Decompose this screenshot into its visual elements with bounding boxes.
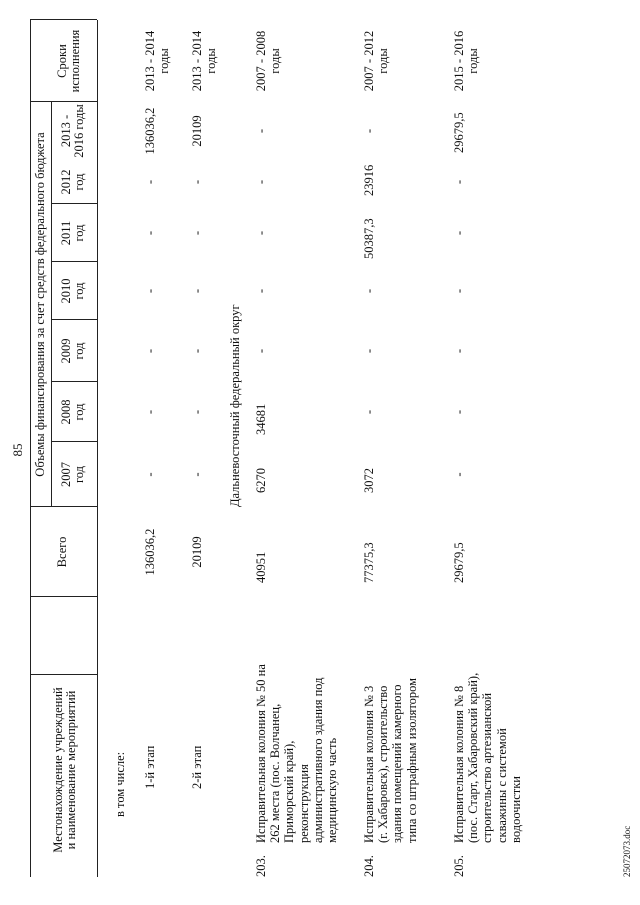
row-stage1-v2007: - <box>143 472 157 477</box>
row-203-v2009: - <box>254 348 268 354</box>
header-year-2012: 2012 год <box>59 169 86 195</box>
row-stage1-deadline: 2013 - 2014 годы <box>143 30 171 92</box>
header-year-2011: 2011 год <box>59 220 86 246</box>
row-204-v2008: - <box>362 409 376 415</box>
row-205-v2008: - <box>452 409 466 415</box>
row-stage1-v2010: - <box>143 288 157 294</box>
funding-subheader-border <box>51 102 52 507</box>
row-stage2-desc: 2-й этап <box>190 745 204 789</box>
row-stage2-v2010: - <box>190 288 204 294</box>
row-205-v2013: 29679,5 <box>452 112 466 153</box>
page-number: 85 <box>10 443 25 457</box>
header-bottom-border <box>97 20 98 877</box>
row-204-index: 204. <box>362 855 376 877</box>
row-204-v2007: 3072 <box>362 468 376 493</box>
row-203-v2008: 34681 <box>254 403 268 435</box>
row-205-index: 205. <box>452 855 466 877</box>
row-204-v2012: 23916 <box>362 164 376 196</box>
row-203-v2007: 6270 <box>254 468 268 493</box>
row-204-deadline: 2007 - 2012 годы <box>362 30 390 92</box>
row-204-v2013: - <box>362 128 376 134</box>
row-205-deadline: 2015 - 2016 годы <box>452 30 480 92</box>
row-203-v2011: - <box>254 230 268 236</box>
row-stage1-desc: 1-й этап <box>143 745 157 789</box>
row-stage2-v2008: - <box>190 409 204 415</box>
sub-note: в том числе: <box>113 751 127 817</box>
row-stage2-v2012: - <box>190 179 204 185</box>
row-stage1-v2008: - <box>143 409 157 415</box>
row-stage1-total: 136036,2 <box>143 528 157 576</box>
header-year-2010: 2010 год <box>59 278 86 304</box>
row-204-v2010: - <box>362 288 376 294</box>
row-203-deadline: 2007 - 2008 годы <box>254 30 282 92</box>
row-203-v2010: - <box>254 288 268 294</box>
row-203-total: 40951 <box>254 551 268 583</box>
section-title: Дальневосточный федеральный округ <box>228 304 242 507</box>
row-stage2-v2011: - <box>190 230 204 236</box>
row-203-desc: Исправительная колония № 50 на 262 места (пос. Волчанец, Приморский край), реконструкция административного здания под медицинскую часть <box>254 664 340 843</box>
row-stage2-total: 20109 <box>190 536 204 568</box>
row-stage1-v2013: 136036,2 <box>143 107 157 155</box>
row-204-v2009: - <box>362 348 376 354</box>
row-203-index: 203. <box>254 855 268 877</box>
footer-filename: 25072073.doc <box>622 825 632 877</box>
row-203-v2013: - <box>254 128 268 134</box>
row-204-total: 77375,3 <box>362 542 376 583</box>
row-stage1-v2012: - <box>143 179 157 185</box>
row-203-v2012: - <box>254 179 268 185</box>
row-204-v2011: 50387,3 <box>362 218 376 259</box>
row-stage2-deadline: 2013 - 2014 годы <box>190 30 218 92</box>
row-205-desc: Исправительная колония № 8 (пос. Старт, Хабаровский край), строительство артезианской скважины с системой водоочистки <box>452 672 523 843</box>
row-stage1-v2009: - <box>143 348 157 354</box>
table-top-border <box>30 20 31 877</box>
header-funding-group: Объемы финансирования за счет средств федерального бюджета <box>33 132 47 477</box>
row-stage2-v2007: - <box>190 472 204 477</box>
header-year-2013-2016: 2013 - 2016 годы <box>59 104 86 158</box>
row-204-desc: Исправительная колония № 3 (г. Хабаровск), строительство здания помещений камерного типа со штрафным изолятором <box>362 677 419 843</box>
row-205-v2007: - <box>452 472 466 477</box>
header-year-2008: 2008 год <box>59 399 86 425</box>
header-location: Местонахождение учреждений и наименование мероприятий <box>51 687 78 853</box>
row-205-v2010: - <box>452 288 466 294</box>
header-total: Всего <box>55 536 69 568</box>
row-stage2-v2013: 20109 <box>190 115 204 147</box>
row-205-v2012: - <box>452 179 466 185</box>
row-205-v2011: - <box>452 230 466 236</box>
row-205-total: 29679,5 <box>452 542 466 583</box>
header-year-2009: 2009 год <box>59 338 86 364</box>
row-205-v2009: - <box>452 348 466 354</box>
row-stage1-v2011: - <box>143 230 157 236</box>
row-stage2-v2009: - <box>190 348 204 354</box>
header-year-2007: 2007 год <box>59 462 86 487</box>
header-deadline: Сроки исполнения <box>55 29 82 93</box>
